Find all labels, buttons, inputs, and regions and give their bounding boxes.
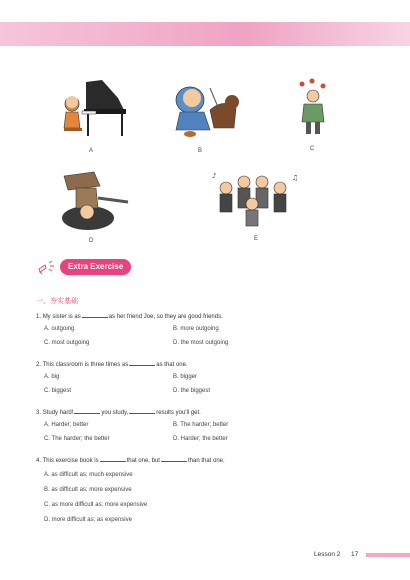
answer-blank[interactable] (100, 456, 126, 462)
option[interactable]: A. outgoing (44, 326, 75, 332)
section-title: 一、夯实基础 (36, 298, 78, 305)
option[interactable]: C. The harder; the better (44, 436, 110, 442)
option[interactable]: A. Harder; better (44, 422, 89, 428)
extra-exercise-header (36, 258, 131, 276)
answer-blank[interactable] (161, 456, 187, 462)
option[interactable]: C. biggest (44, 388, 72, 394)
juggler-illustration (296, 78, 330, 138)
answer-blank[interactable] (129, 408, 155, 414)
option[interactable]: C. most outgoing (44, 340, 90, 346)
option[interactable]: D. the most outgoing (173, 340, 229, 346)
footer-lesson: Lesson 2 (314, 551, 341, 558)
option[interactable]: B. as difficult as; more expensive (44, 487, 132, 493)
svg-text:♫: ♫ (292, 174, 299, 182)
page-number: 17 (351, 551, 359, 558)
option[interactable]: A. as difficult as; much expensive (44, 472, 133, 478)
extra-exercise-badge: Extra Exercise (60, 259, 131, 275)
header-band (0, 22, 410, 46)
speaker-icon (36, 259, 56, 275)
svg-text:♪: ♪ (212, 172, 217, 180)
label-c: C (309, 146, 315, 152)
question-1: 1. My sister is as as her friend Joe, so they are good friends. (36, 314, 223, 320)
option[interactable]: A. big (44, 374, 60, 380)
label-d: D (88, 238, 94, 244)
question-4: 4. This exercise book is that one, but than that one. (36, 458, 225, 464)
dog-kid-illustration (170, 78, 248, 140)
singers-illustration (208, 166, 304, 232)
option[interactable]: B. The harder; better (173, 422, 229, 428)
breakdancer-illustration (54, 168, 132, 234)
question-3: 3. Study hard! you study, results you'll get. (36, 410, 201, 416)
label-b: B (197, 148, 202, 154)
option[interactable]: C. as more difficult as; more expensive (44, 502, 148, 508)
answer-blank[interactable] (82, 312, 108, 318)
option[interactable]: B. more outgoing (173, 326, 219, 332)
label-a: A (88, 148, 93, 154)
option[interactable]: D. more difficult as; as expensive (44, 517, 132, 523)
answer-blank[interactable] (74, 408, 100, 414)
footer-bar (366, 553, 410, 557)
label-e: E (253, 236, 258, 242)
question-2: 2. This classroom is three times as as that one. (36, 362, 188, 368)
piano-illustration (58, 76, 128, 140)
option[interactable]: D. Harder; the better (173, 436, 228, 442)
answer-blank[interactable] (129, 360, 155, 366)
option[interactable]: B. bigger (173, 374, 198, 380)
option[interactable]: D. the biggest (173, 388, 211, 394)
